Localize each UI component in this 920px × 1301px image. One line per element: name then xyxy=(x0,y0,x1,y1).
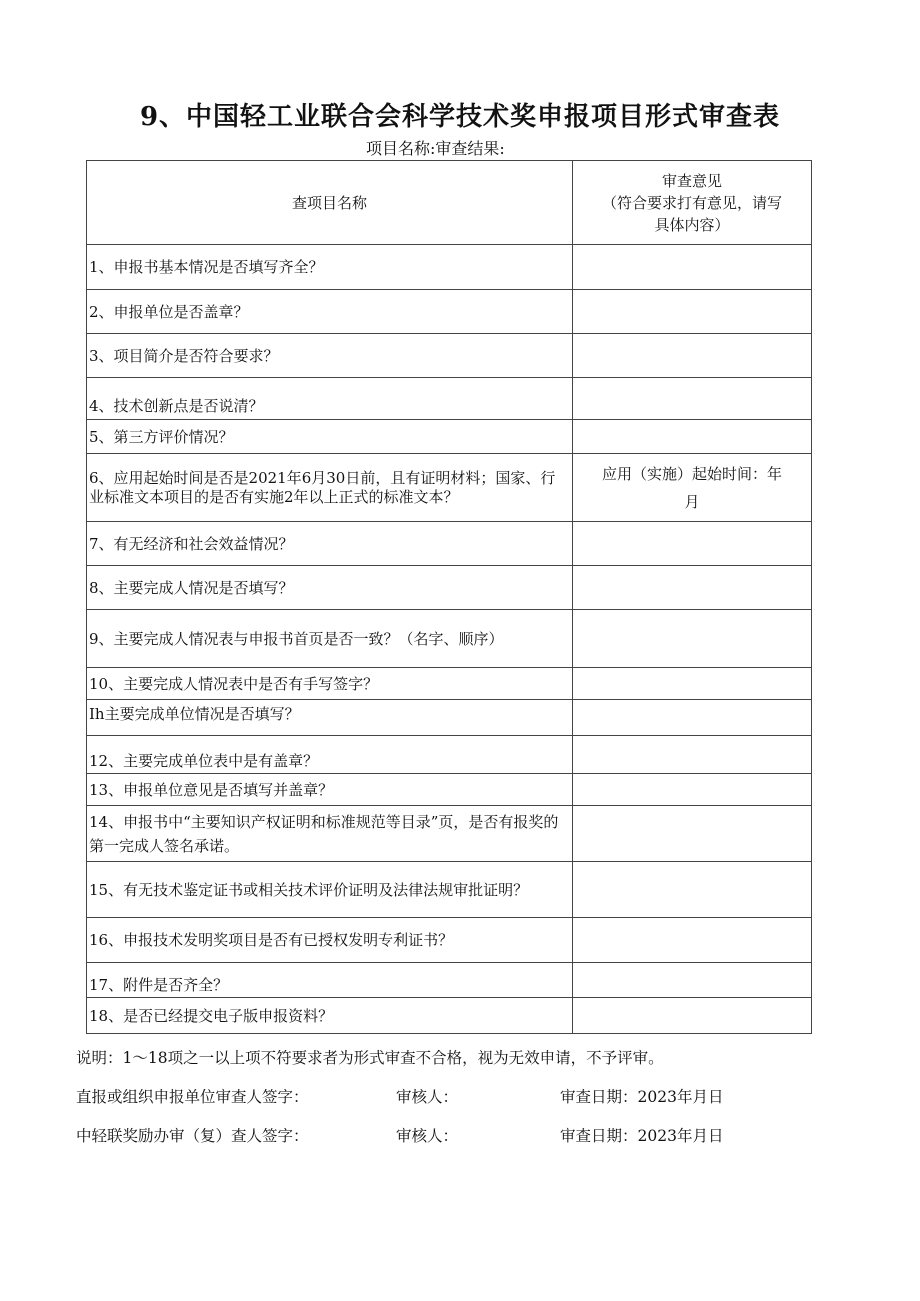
header-opinion xyxy=(573,161,812,245)
row-item-11: Ih主要完成单位情况是否填写？ xyxy=(87,700,573,736)
row-opinion-6-line2: 月 xyxy=(684,492,700,511)
office-auditor-label: 审核人： xyxy=(396,1127,459,1145)
office-reviewer-signature-label: 中轻联奖励办审（复）查人签字： xyxy=(76,1127,309,1145)
row-item-17: 17、附件是否齐全？ xyxy=(87,963,573,998)
row-opinion-17[interactable] xyxy=(573,963,812,998)
table-row xyxy=(87,736,812,774)
row-item-12: 12、主要完成单位表中是有盖章？ xyxy=(87,736,573,774)
footnote: 说明：1～18项之一以上项不符要求者为形式审查不合格，视为无效申请，不予评审。 xyxy=(76,1049,664,1067)
row-opinion-6[interactable] xyxy=(573,454,812,522)
row-opinion-5[interactable] xyxy=(573,420,812,454)
row-item-2: 2、申报单位是否盖章？ xyxy=(87,290,573,334)
row-item-6: 6、应用起始时间是否是2021年6月30日前，且有证明材料；国家、行业标准文本项目的是否有实施2年以上正式的标准文本？ xyxy=(87,454,573,522)
table-row xyxy=(87,522,812,566)
table-row xyxy=(87,245,812,290)
unit-reviewer-signature-label: 直报或组织申报单位审查人签字： xyxy=(76,1088,309,1106)
row-item-8: 8、主要完成人情况是否填写？ xyxy=(87,566,573,610)
table-row xyxy=(87,378,812,420)
header-opinion-line1: 审查意见 xyxy=(661,171,722,190)
row-opinion-9[interactable] xyxy=(573,610,812,668)
row-item-5: 5、第三方评价情况？ xyxy=(87,420,573,454)
table-row xyxy=(87,918,812,963)
row-item-4: 4、技术创新点是否说清？ xyxy=(87,378,573,420)
header-opinion-line3: 具体内容） xyxy=(654,215,730,234)
review-table xyxy=(86,160,812,1034)
table-row xyxy=(87,998,812,1034)
row-opinion-8[interactable] xyxy=(573,566,812,610)
table-row xyxy=(87,454,812,522)
row-item-7: 7、有无经济和社会效益情况？ xyxy=(87,522,573,566)
row-opinion-2[interactable] xyxy=(573,290,812,334)
row-item-14: 14、申报书中“主要知识产权证明和标准规范等目录”页，是否有报奖的第一完成人签名承诺。 xyxy=(87,806,573,862)
row-item-9: 9、主要完成人情况表与申报书首页是否一致？（名字、顺序） xyxy=(87,610,573,668)
row-item-13: 13、申报单位意见是否填写并盖章？ xyxy=(87,774,573,806)
row-opinion-6-line1: 应用（实施）起始时间：年 xyxy=(601,464,782,483)
row-item-16: 16、申报技术发明奖项目是否有已授权发明专利证书？ xyxy=(87,918,573,963)
row-opinion-14[interactable] xyxy=(573,806,812,862)
row-opinion-13[interactable] xyxy=(573,774,812,806)
table-row xyxy=(87,700,812,736)
table-header-row xyxy=(87,161,812,245)
row-item-1: 1、申报书基本情况是否填写齐全？ xyxy=(87,245,573,290)
row-opinion-4[interactable] xyxy=(573,378,812,420)
office-review-date: 审查日期：2023年月日 xyxy=(560,1127,724,1145)
page-title: 9、中国轻工业联合会科学技术奖申报项目形式审查表 xyxy=(139,102,781,132)
unit-review-date: 审查日期：2023年月日 xyxy=(560,1088,724,1106)
table-row xyxy=(87,290,812,334)
row-opinion-1[interactable] xyxy=(573,245,812,290)
row-item-15: 15、有无技术鉴定证书或相关技术评价证明及法律法规审批证明？ xyxy=(87,862,573,918)
table-row xyxy=(87,806,812,862)
row-item-3: 3、项目简介是否符合要求？ xyxy=(87,334,573,378)
table-row xyxy=(87,668,812,700)
row-opinion-15[interactable] xyxy=(573,862,812,918)
row-item-10: 10、主要完成人情况表中是否有手写签字？ xyxy=(87,668,573,700)
row-opinion-12[interactable] xyxy=(573,736,812,774)
table-row xyxy=(87,566,812,610)
row-opinion-16[interactable] xyxy=(573,918,812,963)
header-opinion-line2: （符合要求打有意见，请写 xyxy=(601,193,782,212)
table-row xyxy=(87,420,812,454)
table-row xyxy=(87,610,812,668)
table-row xyxy=(87,862,812,918)
row-opinion-11[interactable] xyxy=(573,700,812,736)
row-item-18: 18、是否已经提交电子版申报资料？ xyxy=(87,998,573,1034)
unit-auditor-label: 审核人： xyxy=(396,1088,459,1106)
row-opinion-10[interactable] xyxy=(573,668,812,700)
project-name-result-line: 项目名称:审查结果: xyxy=(366,139,505,158)
table-row xyxy=(87,774,812,806)
row-opinion-7[interactable] xyxy=(573,522,812,566)
table-row xyxy=(87,334,812,378)
header-item-name: 查项目名称 xyxy=(87,161,573,245)
table-row xyxy=(87,963,812,998)
row-opinion-18[interactable] xyxy=(573,998,812,1034)
row-opinion-3[interactable] xyxy=(573,334,812,378)
